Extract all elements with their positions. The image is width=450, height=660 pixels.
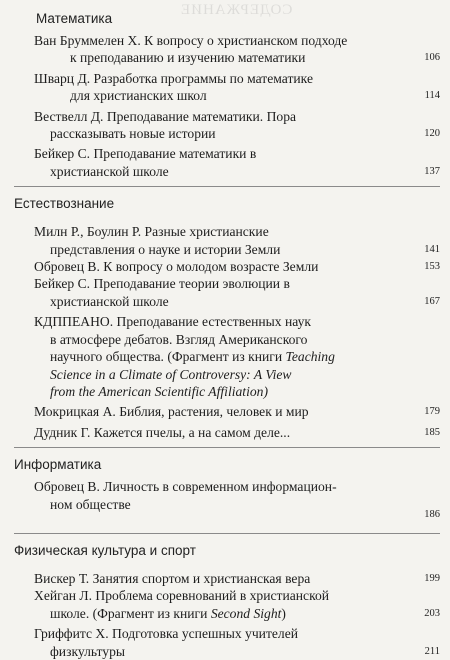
- show-through-heading: СОДЕРЖАНИЕ: [180, 2, 293, 18]
- section-natural-science: [14, 187, 440, 448]
- page-number: 179: [424, 406, 440, 418]
- toc-entry: Милн Р., Боулин Р. Разные христианские представления о науке и истории Земли 141: [34, 224, 440, 257]
- page-number: 211: [424, 645, 440, 657]
- page-number: 153: [424, 261, 440, 273]
- section-title: Математика: [36, 11, 113, 26]
- section-informatics: [14, 448, 440, 534]
- toc-entry: Бейкер С. Преподавание теории эволюции в христианской школе 167: [34, 276, 440, 309]
- page-number: 141: [424, 243, 440, 255]
- section-title: Естествознание: [14, 196, 115, 212]
- toc-entry: Ван Бруммелен Х. К вопросу о христианском подходе к преподаванию и изучению математики 106: [34, 33, 440, 66]
- toc-entry: Гриффитс Х. Подготовка успешных учителей физкультуры 211: [34, 626, 440, 659]
- page-number: 106: [424, 52, 440, 64]
- toc-entry: Вествелл Д. Преподавание математики. Пора рассказывать новые истории 120: [34, 108, 440, 142]
- page-number: 167: [424, 295, 440, 307]
- page-number: 199: [424, 572, 440, 584]
- toc-entry: Обровец В. К вопросу о молодом возрасте Земли 153: [34, 259, 440, 275]
- section-title: Информатика: [14, 457, 102, 473]
- page-number: 114: [424, 90, 440, 102]
- page-number: 120: [424, 128, 440, 140]
- section-title: Физическая культура и спорт: [14, 542, 196, 558]
- toc-entry: Обровец В. Личность в современном информацион- ном обществе 186: [14, 478, 440, 513]
- section-mathematics: [14, 0, 440, 187]
- toc-entry: Мокрицкая А. Библия, растения, человек и мир 179: [34, 404, 440, 420]
- section-physical-culture: [14, 534, 440, 660]
- toc-entry: Дудник Г. Кажется пчелы, а на самом деле... 185: [34, 424, 440, 440]
- toc-entry: Бейкер С. Преподавание математики в христианской школе 137: [34, 146, 440, 179]
- page-number: 137: [424, 165, 440, 177]
- toc-entry: Вискер Т. Занятия спортом и христианская вера 199: [34, 570, 440, 586]
- toc-entry: Шварц Д. Разработка программы по математике для христианских школ 114: [34, 70, 440, 104]
- page-number: 203: [424, 607, 440, 619]
- toc-entry: Хейган Л. Проблема соревнований в христианской школе. (Фрагмент из книги Second Sight) 203: [34, 588, 440, 621]
- page-number: 186: [424, 508, 440, 520]
- page-number: 185: [424, 426, 440, 438]
- toc-entry: КДППЕАНО. Преподавание естественных наук в атмосфере дебатов. Взгляд Американского научного общества. (Фрагмент из книги Teaching Science in a Climate of Controversy: A View from the American Scientific Affiliation): [34, 314, 335, 399]
